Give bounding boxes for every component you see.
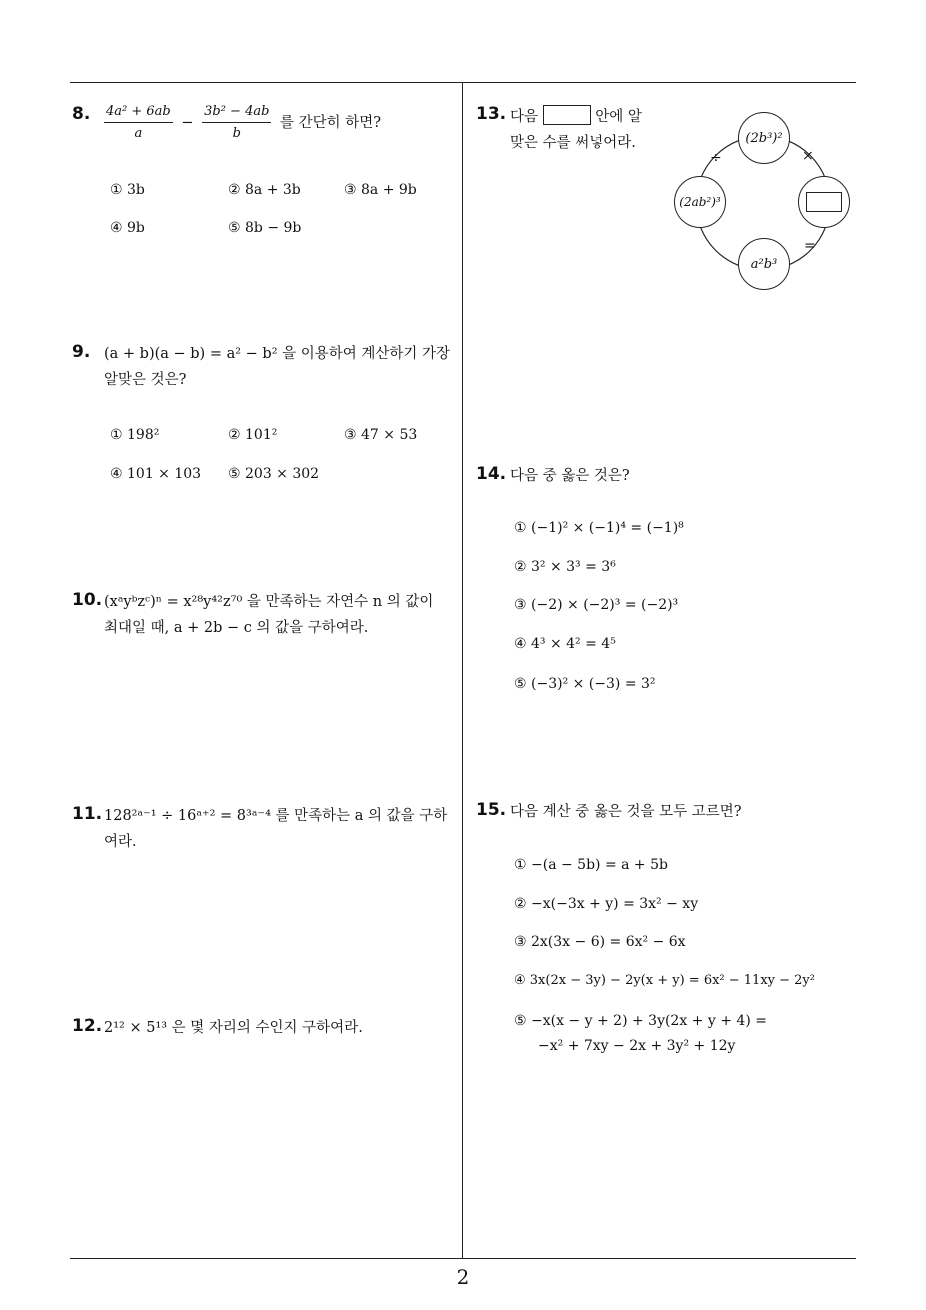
choice-3[interactable]: ③ 8a + 9b — [344, 182, 417, 198]
question-12-line1: 2¹² × 5¹³ 은 몇 자리의 수인지 구하여라. — [104, 1020, 363, 1036]
fraction-1: $\frac{\text{4a² + 6ab}}{a}$ — [106, 104, 171, 141]
choice-2[interactable]: ② 3² × 3³ = 3⁶ — [514, 559, 616, 575]
question-9-line1: (a + b)(a − b) = a² − b² 을 이용하여 계산하기 가장 — [104, 346, 451, 362]
choice-4[interactable]: ④ 101 × 103 — [110, 466, 202, 482]
choice-3[interactable]: ③ (−2) × (−2)³ = (−2)³ — [514, 597, 679, 613]
question-13-line2: 맞은 수를 써넣어라. — [510, 135, 636, 151]
question-14-text: 다음 중 옳은 것은? — [510, 468, 630, 484]
choice-3[interactable]: ③ 47 × 53 — [344, 427, 418, 443]
operation-cycle-diagram — [670, 110, 860, 300]
question-9-line2: 알맞은 것은? — [104, 372, 187, 388]
choice-5[interactable]: ⑤ (−3)² × (−3) = 3² — [514, 676, 656, 692]
top-node: (2b³)² — [738, 112, 790, 164]
question-number: 8. — [72, 104, 91, 124]
question-number: 9. — [72, 342, 91, 362]
question-number: 15. — [476, 800, 507, 820]
choice-4[interactable]: ④ 9b — [110, 220, 145, 236]
left-node: (2ab²)³ — [674, 176, 726, 228]
answer-box — [806, 192, 842, 212]
choice-1[interactable]: ① 198² — [110, 427, 160, 443]
choice-1[interactable]: ① 3b — [110, 182, 145, 198]
question-number: 10. — [72, 590, 103, 610]
answer-blank — [543, 105, 591, 125]
question-13-line1: 다음 안에 알 — [510, 104, 642, 130]
question-number: 12. — [72, 1016, 103, 1036]
question-number: 14. — [476, 464, 507, 484]
choice-5[interactable]: ⑤ 8b − 9b — [228, 220, 302, 236]
question-8-expression: $\frac{\text{4a² + 6ab}}{a}$ − $\frac{\text{3b² − 4ab}}{b}$ 를 간단히 하면? — [106, 104, 382, 141]
choice-1[interactable]: ① (−1)² × (−1)⁴ = (−1)⁸ — [514, 520, 684, 536]
choice-2[interactable]: ② 8a + 3b — [228, 182, 301, 198]
question-11-line1: 128²ᵃ⁻¹ ÷ 16ᵃ⁺² = 8³ᵃ⁻⁴ 를 만족하는 a 의 값을 구하 — [104, 808, 448, 824]
question-10-line1: (xᵃyᵇzᶜ)ⁿ = x²⁸y⁴²z⁷⁰ 을 만족하는 자연수 n 의 값이 — [104, 594, 434, 610]
choice-4[interactable]: ④ 4³ × 4² = 4⁵ — [514, 636, 616, 652]
page-number: 2 — [456, 1265, 470, 1289]
right-node — [798, 176, 850, 228]
multiply-operator: × — [802, 148, 814, 164]
choice-5[interactable]: ⑤ −x(x − y + 2) + 3y(2x + y + 4) = — [514, 1013, 767, 1029]
choice-1[interactable]: ① −(a − 5b) = a + 5b — [514, 857, 668, 873]
choice-5[interactable]: ⑤ 203 × 302 — [228, 466, 320, 482]
choice-2[interactable]: ② 101² — [228, 427, 278, 443]
question-number: 11. — [72, 804, 103, 824]
bottom-rule — [70, 1258, 856, 1259]
choice-3[interactable]: ③ 2x(3x − 6) = 6x² − 6x — [514, 934, 686, 950]
choice-2[interactable]: ② −x(−3x + y) = 3x² − xy — [514, 896, 699, 912]
question-11-line2: 여라. — [104, 834, 137, 850]
fraction-2: $\frac{\text{3b² − 4ab}}{b}$ — [204, 104, 270, 141]
question-number: 13. — [476, 104, 507, 124]
question-15-text: 다음 계산 중 옳은 것을 모두 고르면? — [510, 804, 742, 820]
divide-operator: ÷ — [710, 150, 722, 166]
bottom-node: a²b³ — [738, 238, 790, 290]
question-10-line2: 최대일 때, a + 2b − c 의 값을 구하여라. — [104, 620, 369, 636]
choice-4[interactable]: ④ 3x(2x − 3y) − 2y(x + y) = 6x² − 11xy − 2y² — [514, 973, 815, 988]
choice-5-continuation: −x² + 7xy − 2x + 3y² + 12y — [538, 1038, 736, 1054]
equals-operator: = — [804, 238, 816, 254]
column-divider — [462, 82, 463, 1258]
top-rule — [70, 82, 856, 83]
